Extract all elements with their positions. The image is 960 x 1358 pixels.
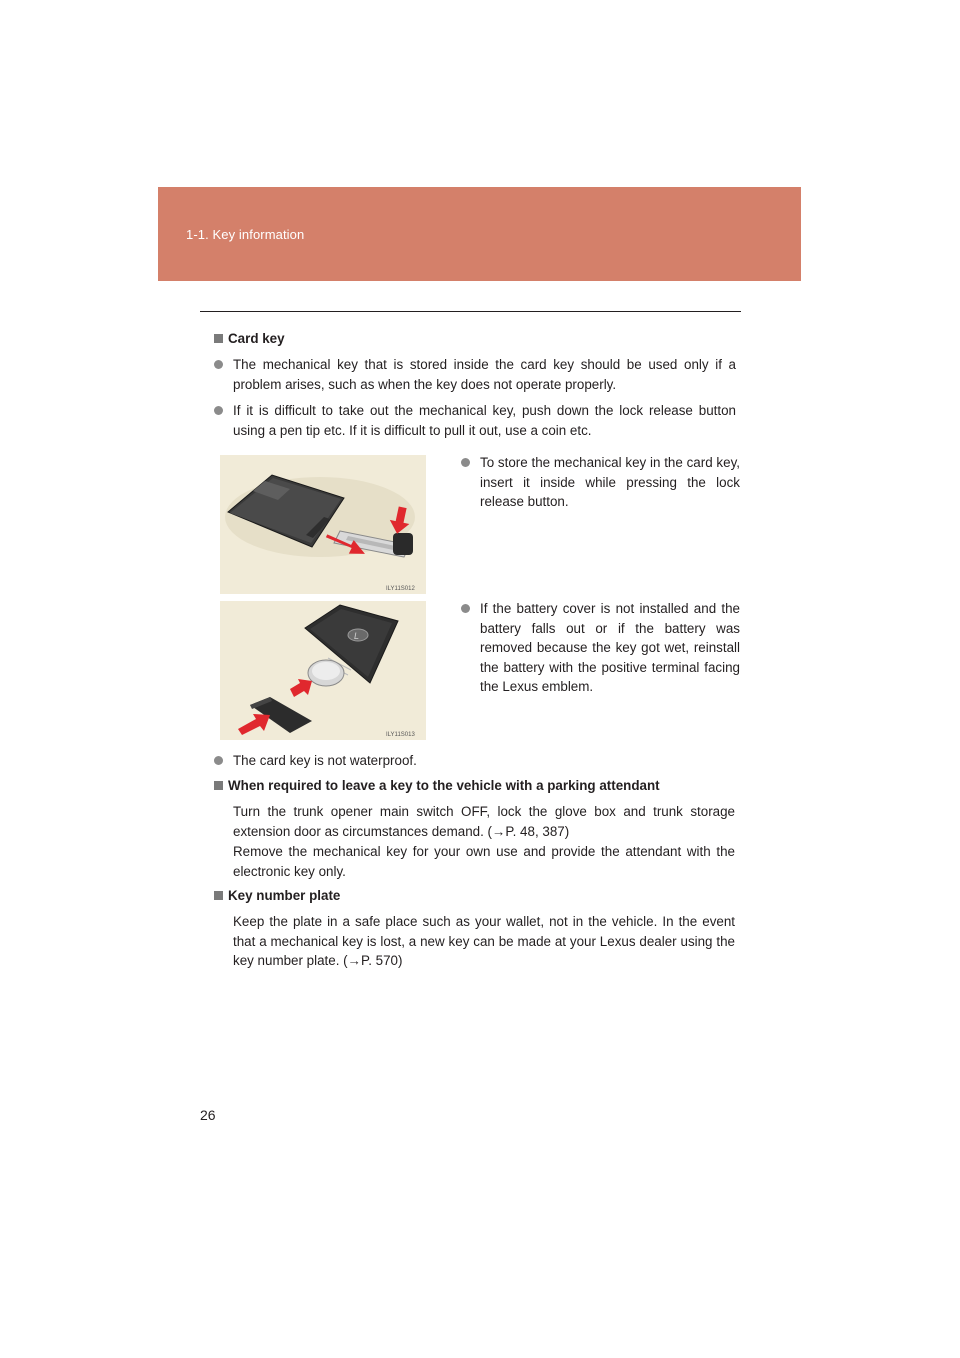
section-header-bar xyxy=(158,187,801,281)
section-title: 1-1. Key information xyxy=(186,227,305,242)
parking-text-1: Turn the trunk opener main switch OFF, lock the glove box and trunk storage extension door as circumstances demand. (→P. 48, 387) xyxy=(233,804,735,839)
caption-store-key: To store the mechanical key in the card key, insert it inside while pressing the lock release button. xyxy=(461,453,740,512)
caption-battery: If the battery cover is not installed and the battery falls out or if the battery was removed because the key got wet, reinstall the battery with the positive terminal facing the Lexus emblem. xyxy=(461,599,740,697)
figure-store-mechanical-key xyxy=(220,455,426,594)
square-bullet-icon xyxy=(214,334,223,343)
circle-bullet-icon xyxy=(214,360,223,369)
figure-code: ILY11S013 xyxy=(386,732,415,738)
heading-parking-attendant: When required to leave a key to the vehicle with a parking attendant xyxy=(214,776,660,796)
divider-rule xyxy=(200,311,741,312)
bullet-not-waterproof: The card key is not waterproof. xyxy=(214,751,736,771)
figure-battery-install xyxy=(220,601,426,740)
circle-bullet-icon xyxy=(214,756,223,765)
lexus-emblem-icon: L xyxy=(354,631,360,641)
parking-text-2: Remove the mechanical key for your own use and provide the attendant with the electronic key only. xyxy=(233,844,735,879)
figure-code: ILY11S012 xyxy=(386,586,415,592)
square-bullet-icon xyxy=(214,781,223,790)
bullet-lock-release: If it is difficult to take out the mechanical key, push down the lock release button using a pen tip etc. If it is difficult to pull it out, use a coin etc. xyxy=(214,401,736,440)
heading-card-key: Card key xyxy=(214,329,285,349)
circle-bullet-icon xyxy=(461,604,470,613)
circle-bullet-icon xyxy=(214,406,223,415)
heading-key-number-plate: Key number plate xyxy=(214,886,340,906)
page-number: 26 xyxy=(200,1107,216,1123)
key-plate-text: Keep the plate in a safe place such as your wallet, not in the vehicle. In the event that a mechanical key is lost, a new key can be made at your Lexus dealer using the key number plate. (→P. 570) xyxy=(233,914,735,969)
square-bullet-icon xyxy=(214,891,223,900)
circle-bullet-icon xyxy=(461,458,470,467)
bullet-mechanical-key-use: The mechanical key that is stored inside the card key should be used only if a problem arises, such as when the key does not operate properly. xyxy=(214,355,736,394)
